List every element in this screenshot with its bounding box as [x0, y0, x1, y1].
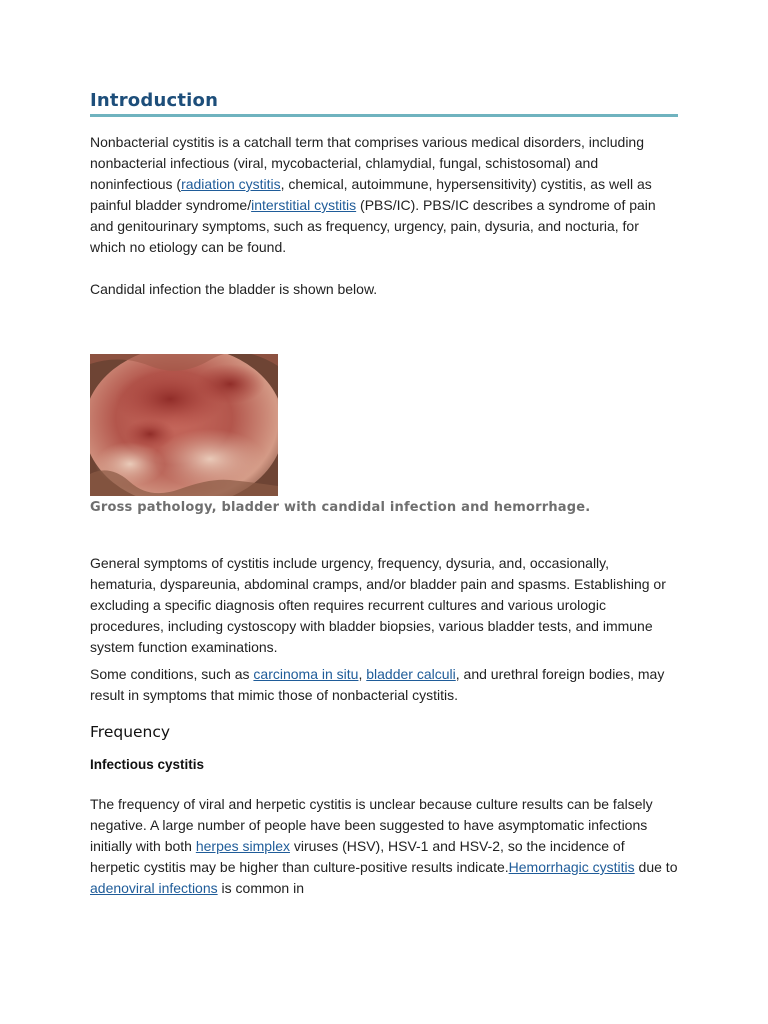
link-interstitial-cystitis[interactable]: interstitial cystitis [251, 197, 357, 213]
freq-text-a: The frequency of viral and herpetic cystitis is unclear because culture results can be falsely negative. A large number of people have been suggested to have asymptomatic infections initially with both [90, 796, 653, 854]
link-carcinoma-in-situ[interactable]: carcinoma in situ [253, 666, 359, 682]
intro-text-b: , chemical, autoimmune, hypersensitivity) cystitis, as well as painful bladder syndrome/ [90, 176, 652, 213]
freq-text-b: viruses (HSV), HSV-1 and HSV-2, so the incidence of herpetic cystitis may be higher than culture-positive results indicate. [90, 838, 625, 875]
section-heading-introduction: Introduction [90, 90, 219, 111]
mimic-text-c: , and urethral foreign bodies, may result in symptoms that mimic those of nonbacterial cystitis. [90, 666, 665, 703]
bladder-pathology-image [90, 354, 278, 496]
mimic-text-b: , [358, 666, 367, 682]
intro-text-a: Nonbacterial cystitis is a catchall term that comprises various medical disorders, including nonbacterial infectious (viral, mycobacterial, chlamydial, fungal, schistosomal) and noninfectious ( [90, 134, 644, 192]
intro-text-c: (PBS/IC). PBS/IC describes a syndrome of pain and genitourinary symptoms, such as frequency, urgency, pain, dysuria, and nocturia, for which no etiology can be found. [90, 197, 656, 255]
freq-text-d: is common in [217, 880, 304, 896]
freq-text-c: due to [634, 859, 678, 875]
link-radiation-cystitis[interactable]: radiation cystitis [181, 176, 281, 192]
subheading-infectious-cystitis: Infectious cystitis [90, 757, 205, 772]
link-adenoviral-infections[interactable]: adenoviral infections [90, 880, 218, 896]
frequency-paragraph [90, 794, 678, 899]
figure-caption: Gross pathology, bladder with candidal infection and hemorrhage. [90, 500, 591, 515]
intro-paragraph [90, 132, 678, 258]
mimic-conditions-paragraph [90, 664, 678, 706]
link-herpes-simplex[interactable]: herpes simplex [195, 838, 290, 854]
section-heading-frequency: Frequency [90, 723, 171, 741]
symptoms-paragraph: General symptoms of cystitis include urgency, frequency, dysuria, and, occasionally, hematuria, dyspareunia, abdominal cramps, and/or bladder pain and spasms. Establishing or excluding a specific diagnosis often requires recurrent cultures and various urologic procedures, including cystoscopy with bladder biopsies, various bladder tests, and immune system function examinations. [90, 555, 666, 655]
link-bladder-calculi[interactable]: bladder calculi [366, 666, 456, 682]
heading-underline [90, 114, 678, 117]
link-hemorrhagic-cystitis[interactable]: Hemorrhagic cystitis [508, 859, 635, 875]
mimic-text-a: Some conditions, such as [90, 666, 254, 682]
figure-intro-text: Candidal infection the bladder is shown below. [90, 281, 378, 297]
